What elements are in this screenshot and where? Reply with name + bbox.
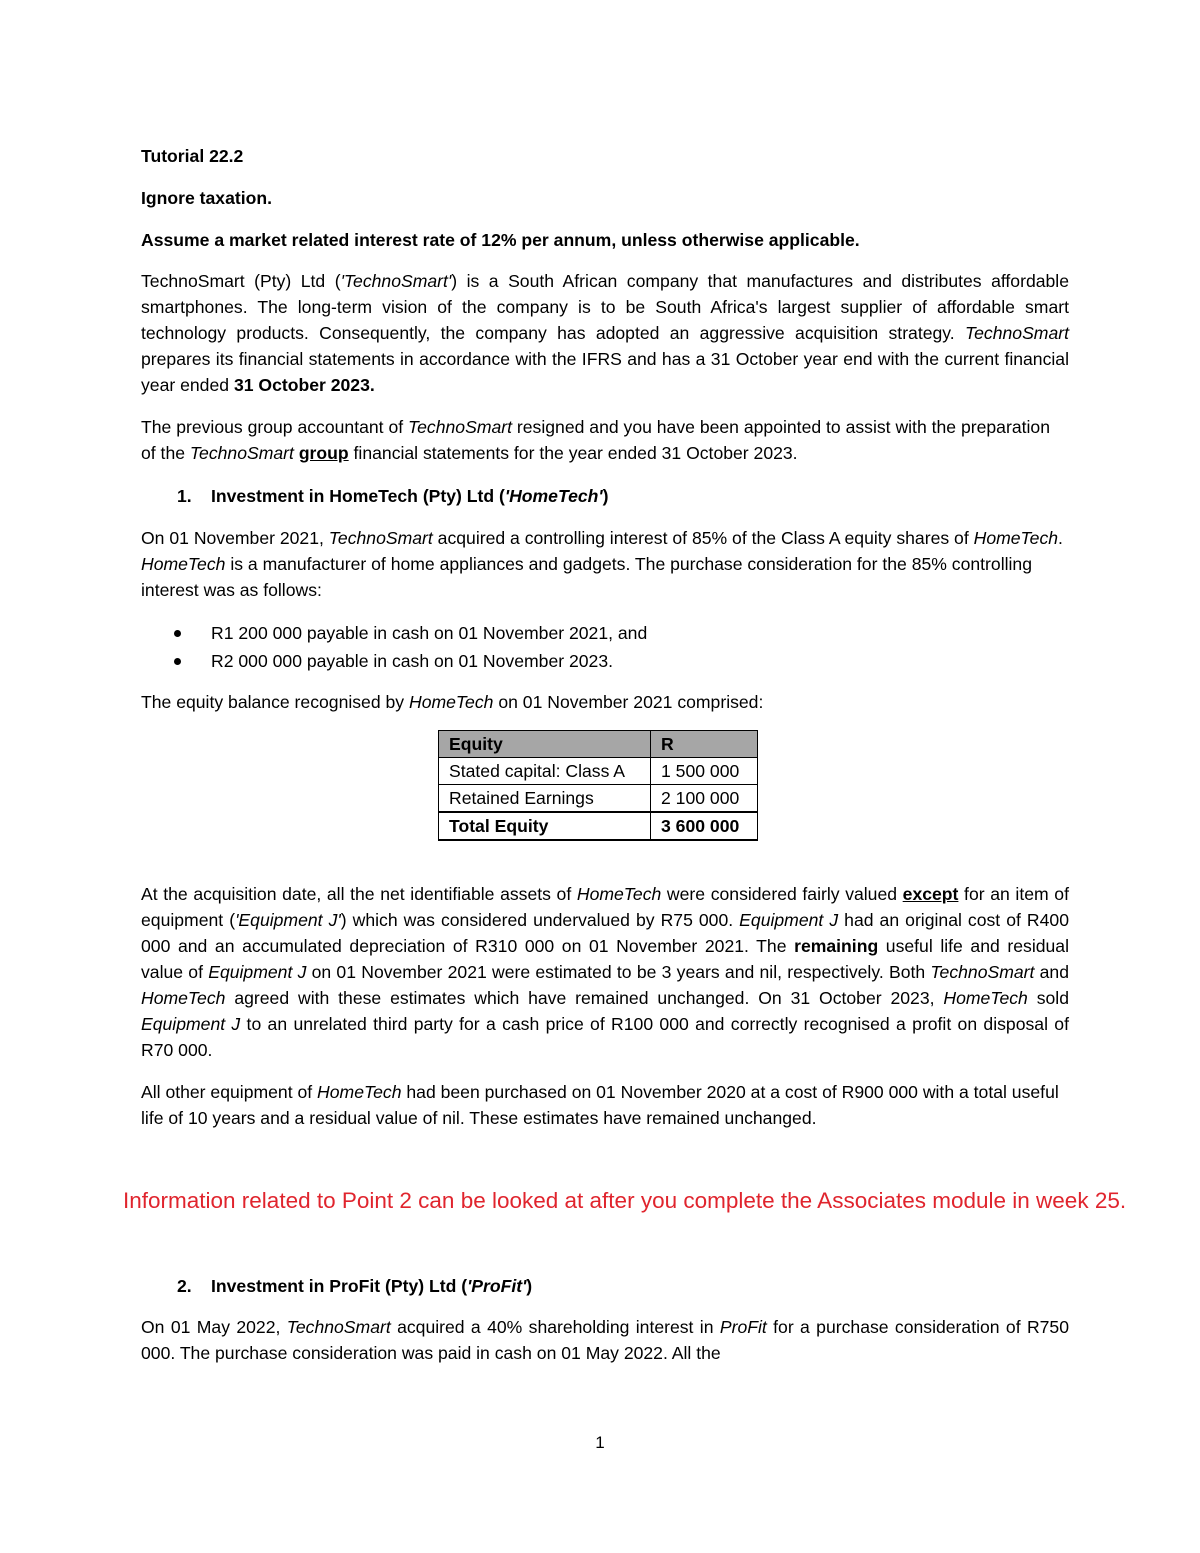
equity-table bbox=[438, 730, 758, 841]
table-row bbox=[439, 785, 758, 813]
group-accountant-paragraph: The previous group accountant of TechnoSmart resigned and you have been appointed to assist with the preparation of the TechnoSmart group financial statements for the year ended 31 October 2023. bbox=[141, 417, 1050, 463]
section-title: Investment in HomeTech (Pty) Ltd ('HomeTech') bbox=[211, 486, 609, 506]
section-heading-hometech bbox=[141, 483, 1069, 509]
consideration-list bbox=[141, 619, 1069, 675]
table-cell: 3 600 000 bbox=[651, 812, 758, 840]
table-header-row bbox=[439, 731, 758, 758]
intro-paragraph: TechnoSmart (Pty) Ltd ('TechnoSmart') is a South African company that manufactures and distributes affordable smartphones. The long-term vision of the company is to be South Africa's largest supplier of affordable smart technology products. Consequently, the company has adopted an aggressive acquisition strategy. TechnoSmart prepares its financial statements in accordance with the IFRS and has a 31 October year end with the current financial year ended 31 October 2023. bbox=[141, 271, 1070, 395]
interest-rate-assumption: Assume a market related interest rate of 12% per annum, unless otherwise applicable. bbox=[141, 230, 860, 250]
table-cell: Total Equity bbox=[439, 812, 651, 840]
table-cell: 1 500 000 bbox=[651, 758, 758, 785]
bullet-icon bbox=[174, 658, 181, 665]
table-row bbox=[439, 758, 758, 785]
acquisition-paragraph: On 01 November 2021, TechnoSmart acquired a controlling interest of 85% of the Class A equity shares of HomeTech. HomeTech is a manufacturer of home appliances and gadgets. The purchase consideration for the 85% controlling interest was as follows: bbox=[141, 528, 1063, 600]
section-number: 1. bbox=[177, 486, 192, 506]
bullet-icon bbox=[174, 630, 181, 637]
table-cell: 2 100 000 bbox=[651, 785, 758, 813]
section-number: 2. bbox=[177, 1276, 192, 1296]
other-equipment-paragraph: All other equipment of HomeTech had been purchased on 01 November 2020 at a cost of R900 000 with a total useful life of 10 years and a residual value of nil. These estimates have remained unchanged. bbox=[141, 1082, 1059, 1128]
ignore-taxation-line: Ignore taxation. bbox=[141, 188, 272, 208]
associates-module-note: Information related to Point 2 can be looked at after you complete the Associates module in week 25. bbox=[123, 1188, 1127, 1213]
table-header-cell: Equity bbox=[439, 731, 651, 758]
table-cell: Stated capital: Class A bbox=[439, 758, 651, 785]
section-heading-profit bbox=[141, 1273, 1069, 1299]
section-title: Investment in ProFit (Pty) Ltd ('ProFit') bbox=[211, 1276, 533, 1296]
list-item: R1 200 000 payable in cash on 01 November 2021, and bbox=[141, 619, 1069, 647]
equity-balance-intro: The equity balance recognised by HomeTech on 01 November 2021 comprised: bbox=[141, 692, 764, 712]
list-item: R2 000 000 payable in cash on 01 November 2023. bbox=[141, 647, 1069, 675]
document-body bbox=[141, 143, 1069, 1366]
table-header-cell: R bbox=[651, 731, 758, 758]
table-cell: Retained Earnings bbox=[439, 785, 651, 813]
page-number: 1 bbox=[595, 1433, 605, 1452]
table-total-row bbox=[439, 812, 758, 840]
fair-value-paragraph: At the acquisition date, all the net identifiable assets of HomeTech were considered fairly valued except for an item of equipment ('Equipment J') which was considered undervalued by R75 000. Equipment J had an original cost of R400 000 and an accumulated depreciation of R310 000 on 01 November 2021. The remaining useful life and residual value of Equipment J on 01 November 2021 were estimated to be 3 years and nil, respectively. Both TechnoSmart and HomeTech agreed with these estimates which have remained unchanged. On 31 October 2023, HomeTech sold Equipment J to an unrelated third party for a cash price of R100 000 and correctly recognised a profit on disposal of R70 000. bbox=[141, 884, 1070, 1060]
profit-acquisition-paragraph: On 01 May 2022, TechnoSmart acquired a 40% shareholding interest in ProFit for a purchase consideration of R750 000. The purchase consideration was paid in cash on 01 May 2022. All the bbox=[141, 1317, 1070, 1363]
tutorial-title: Tutorial 22.2 bbox=[141, 146, 244, 166]
